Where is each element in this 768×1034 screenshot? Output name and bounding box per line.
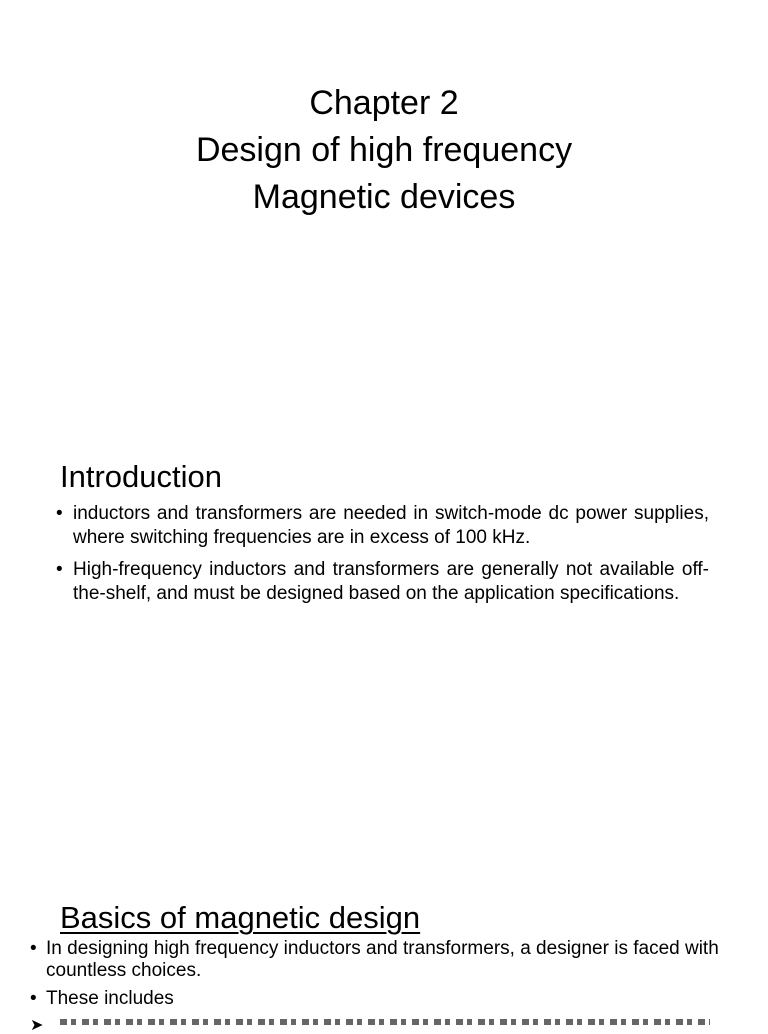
- bullet-text: These includes: [46, 988, 174, 1009]
- title-slide: [0, 0, 768, 440]
- basics-bullet-list: [30, 938, 750, 1016]
- bullet-icon: •: [56, 503, 63, 524]
- bullet-icon: •: [56, 559, 63, 580]
- basics-slide: [0, 892, 768, 1034]
- chapter-title-line: Chapter 2: [309, 84, 459, 122]
- introduction-slide: [0, 452, 768, 872]
- bullet-icon: •: [30, 938, 37, 959]
- bullet-text: In designing high frequency inductors and transformers, a designer is faced with countless choices.: [46, 938, 719, 981]
- list-item: [30, 938, 750, 982]
- bullet-text: High-frequency inductors and transformers are generally not available off-the-shelf, and must be designed based on the application specifications.: [73, 559, 709, 604]
- basics-heading: Basics of magnetic design: [60, 900, 421, 935]
- bullet-text: inductors and transformers are needed in switch-mode dc power supplies, where switching frequencies are in excess of 100 kHz.: [73, 503, 709, 548]
- chapter-title: [0, 80, 768, 221]
- list-item: [30, 988, 750, 1010]
- chapter-title-line: Magnetic devices: [252, 178, 516, 216]
- list-item: [56, 502, 709, 550]
- cut-off-text-line: [60, 1019, 710, 1025]
- list-item: [56, 558, 709, 606]
- chapter-title-line: Design of high frequency: [195, 131, 573, 169]
- arrow-bullet-icon: ➤: [30, 1017, 44, 1034]
- bullet-icon: •: [30, 988, 37, 1009]
- introduction-heading: Introduction: [60, 459, 222, 494]
- introduction-bullet-list: [56, 502, 709, 614]
